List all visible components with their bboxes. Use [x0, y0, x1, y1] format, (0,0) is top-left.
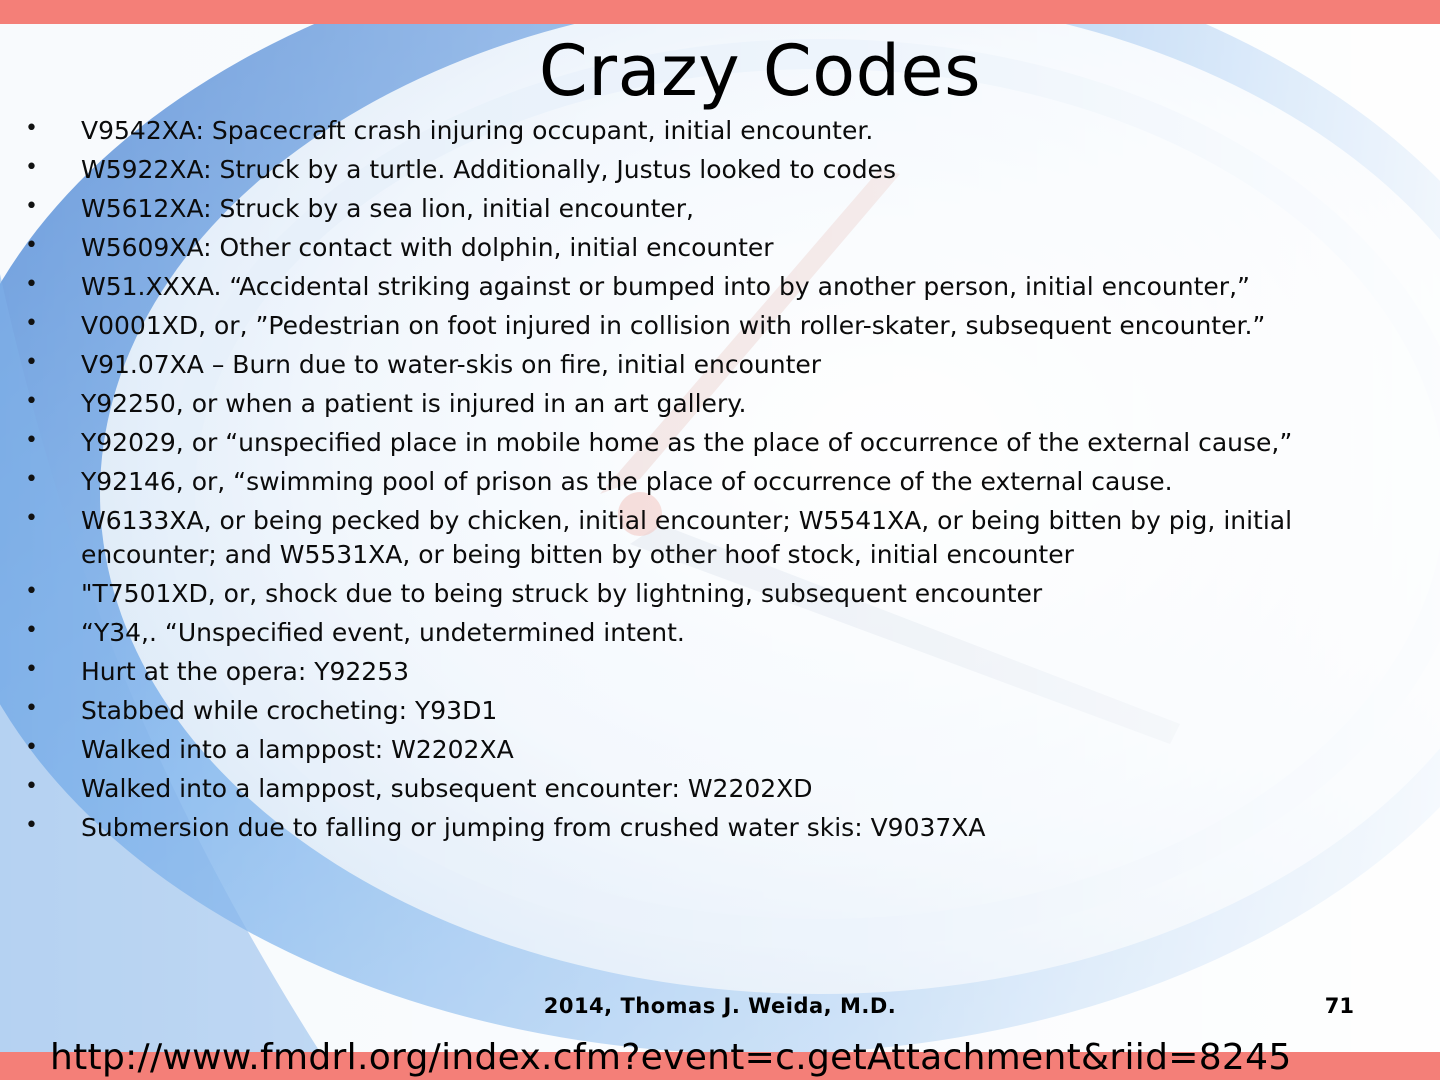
bullet-text: "T7501XD, or, shock due to being struck by lightning, subsequent encounter [81, 579, 1043, 608]
bullet-text: V91.07XA – Burn due to water-skis on fire, initial encounter [81, 350, 822, 379]
bullet-text: “Y34,. “Unspecified event, undetermined intent. [81, 618, 685, 647]
bullet-item [0, 772, 1400, 806]
bullet-text: W5609XA: Other contact with dolphin, initial encounter [81, 233, 774, 262]
bullet-item [0, 309, 1400, 343]
footer-author: 2014, Thomas J. Weida, M.D. [543, 994, 897, 1018]
bullet-icon: • [25, 350, 38, 375]
bullet-icon: • [25, 272, 38, 297]
bullet-item [0, 504, 1400, 572]
bullet-item [0, 733, 1400, 767]
bullet-item [0, 387, 1400, 421]
top-accent-bar [0, 0, 1440, 24]
bullet-icon: • [25, 116, 38, 141]
bullet-text: Hurt at the opera: Y92253 [81, 657, 410, 686]
bullet-item [0, 426, 1400, 460]
bullet-text: V0001XD, or, ”Pedestrian on foot injured in collision with roller-skater, subsequent encounter.” [81, 311, 1266, 340]
bullet-item [0, 348, 1400, 382]
bullet-item [0, 192, 1400, 226]
bullet-text: Submersion due to falling or jumping from crushed water skis: V9037XA [81, 813, 986, 842]
bullet-text: Y92250, or when a patient is injured in an art gallery. [81, 389, 747, 418]
bullet-icon: • [25, 389, 38, 414]
bullet-icon: • [25, 696, 38, 721]
bullet-icon: • [25, 735, 38, 760]
bullet-text: W51.XXXA. “Accidental striking against or bumped into by another person, initial encounter,” [81, 272, 1250, 301]
bullet-icon: • [25, 233, 38, 258]
bullet-text: Y92146, or, “swimming pool of prison as the place of occurrence of the external cause. [81, 467, 1173, 496]
slide-title: Crazy Codes [538, 30, 982, 112]
bullet-icon: • [25, 618, 38, 643]
bullet-item [0, 231, 1400, 265]
bullet-icon: • [25, 813, 38, 838]
bullet-text: V9542XA: Spacecraft crash injuring occupant, initial encounter. [81, 116, 874, 145]
bullet-text: W5612XA: Struck by a sea lion, initial encounter, [81, 194, 695, 223]
source-url: http://www.fmdrl.org/index.cfm?event=c.getAttachment&riid=8245 [50, 1037, 1292, 1078]
bullet-item [0, 616, 1400, 650]
bullet-item [0, 114, 1400, 148]
bullet-text: Stabbed while crocheting: Y93D1 [81, 696, 498, 725]
bullet-item [0, 153, 1400, 187]
bullet-text: Walked into a lamppost: W2202XA [81, 735, 514, 764]
bullet-text: W5922XA: Struck by a turtle. Additionally, Justus looked to codes [81, 155, 896, 184]
bullet-list [0, 114, 1400, 850]
bullet-item [0, 694, 1400, 728]
bullet-item [0, 270, 1400, 304]
bullet-icon: • [25, 657, 38, 682]
bullet-icon: • [25, 194, 38, 219]
bullet-icon: • [25, 311, 38, 336]
page-number: 71 [1324, 994, 1354, 1018]
bullet-item [0, 465, 1400, 499]
bullet-icon: • [25, 506, 38, 531]
bullet-item [0, 811, 1400, 845]
bullet-text: Y92029, or “unspecified place in mobile home as the place of occurrence of the external cause,” [81, 428, 1293, 457]
bullet-icon: • [25, 428, 38, 453]
bullet-icon: • [25, 579, 38, 604]
bullet-text: Walked into a lamppost, subsequent encounter: W2202XD [81, 774, 813, 803]
bullet-icon: • [25, 774, 38, 799]
bullet-icon: • [25, 467, 38, 492]
bullet-text: W6133XA, or being pecked by chicken, initial encounter; W5541XA, or being bitten by pig, initial encounter; and W5531XA, or being bitten by other hoof stock, initial encounter [81, 506, 1293, 569]
bullet-icon: • [25, 155, 38, 180]
bullet-item [0, 577, 1400, 611]
bullet-item [0, 655, 1400, 689]
